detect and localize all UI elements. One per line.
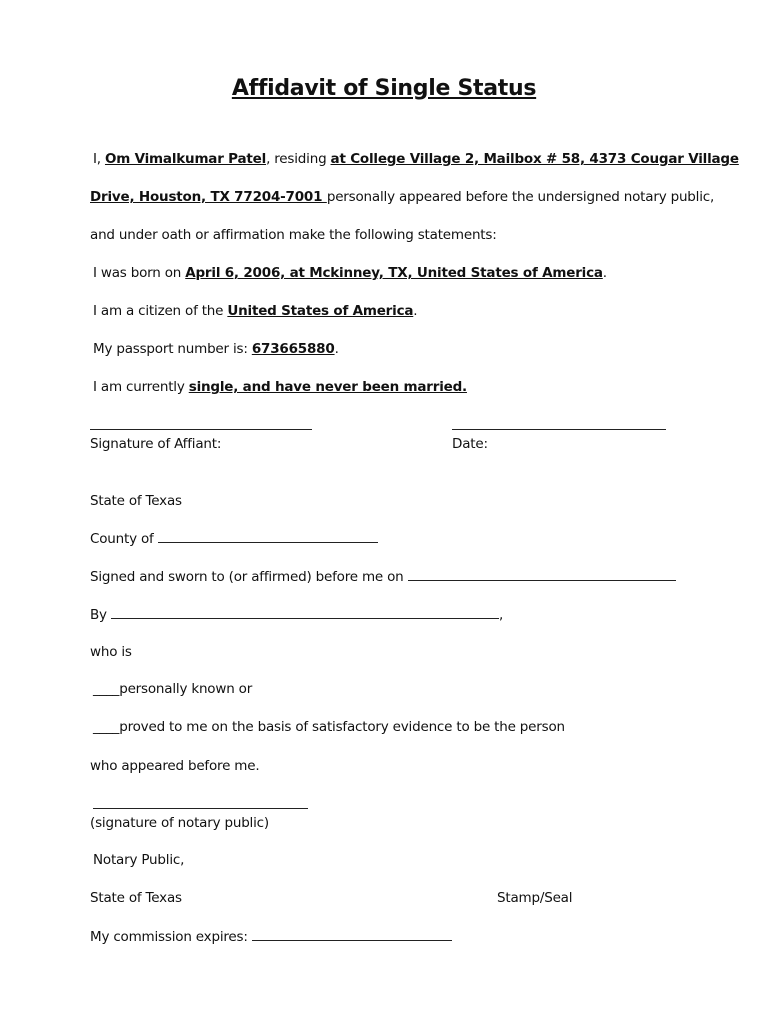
- county-blank[interactable]: [158, 530, 378, 543]
- by-comma: ,: [498, 607, 504, 623]
- known-blank[interactable]: ____: [93, 681, 120, 697]
- county-label: County of: [90, 531, 154, 547]
- intro-prefix: I,: [93, 151, 105, 167]
- known-text: personally known or: [119, 681, 253, 697]
- status-value: single, and have never been married.: [188, 379, 467, 395]
- statement-born: [93, 265, 607, 281]
- document-title: Affidavit of Single Status: [231, 76, 537, 101]
- commission-line: [90, 928, 452, 945]
- affiant-signature-label: Signature of Affiant:: [90, 436, 222, 452]
- address-part-2: Drive, Houston, TX 77204-7001: [90, 189, 327, 205]
- commission-blank[interactable]: [252, 928, 452, 941]
- sworn-date-blank[interactable]: [408, 568, 676, 581]
- sworn-line: [90, 568, 676, 585]
- citizen-value: United States of America: [227, 303, 414, 319]
- statement-status: [93, 379, 467, 395]
- who-is: who is: [90, 644, 132, 660]
- citizen-prefix: I am a citizen of the: [93, 303, 228, 319]
- date-line[interactable]: [452, 429, 666, 430]
- date-label: Date:: [452, 436, 488, 452]
- intro-line-3: and under oath or affirmation make the following statements:: [90, 227, 497, 243]
- affiant-name: Om Vimalkumar Patel: [104, 151, 267, 167]
- commission-label: My commission expires:: [90, 929, 248, 945]
- by-label: By: [90, 607, 107, 623]
- notary-state: State of Texas: [90, 493, 182, 509]
- notary-signature-label: (signature of notary public): [90, 815, 269, 831]
- notary-signature-line[interactable]: [93, 808, 308, 809]
- by-name-blank[interactable]: [111, 606, 499, 619]
- status-prefix: I am currently: [93, 379, 189, 395]
- affiant-signature-line[interactable]: [90, 429, 312, 430]
- born-value: April 6, 2006, at Mckinney, TX, United States of America: [185, 265, 603, 281]
- stamp-seal-label: Stamp/Seal: [497, 890, 573, 906]
- residing-text: , residing: [266, 151, 331, 167]
- proved-blank[interactable]: ____: [93, 719, 120, 735]
- sworn-label: Signed and sworn to (or affirmed) before me on: [90, 569, 404, 585]
- statement-passport: [93, 341, 339, 357]
- passport-value: 673665880: [251, 341, 335, 357]
- intro-line-1: [93, 151, 739, 167]
- appeared-before-me: who appeared before me.: [90, 758, 260, 774]
- address-part-1: at College Village 2, Mailbox # 58, 4373 Cougar Village: [330, 151, 739, 167]
- county-line: [90, 530, 378, 547]
- statement-citizen: [93, 303, 417, 319]
- notary-state-2: State of Texas: [90, 890, 182, 906]
- proved-option: [93, 719, 565, 735]
- passport-suffix: .: [334, 341, 339, 357]
- born-prefix: I was born on: [93, 265, 186, 281]
- passport-prefix: My passport number is:: [93, 341, 252, 357]
- citizen-suffix: .: [413, 303, 418, 319]
- proved-text: proved to me on the basis of satisfactory evidence to be the person: [119, 719, 565, 735]
- personally-known-option: [93, 681, 252, 697]
- intro-line-2: [90, 189, 714, 205]
- notary-public-label: Notary Public,: [93, 852, 185, 868]
- born-suffix: .: [602, 265, 607, 281]
- appeared-text: personally appeared before the undersigned notary public,: [326, 189, 715, 205]
- by-line: [90, 606, 503, 623]
